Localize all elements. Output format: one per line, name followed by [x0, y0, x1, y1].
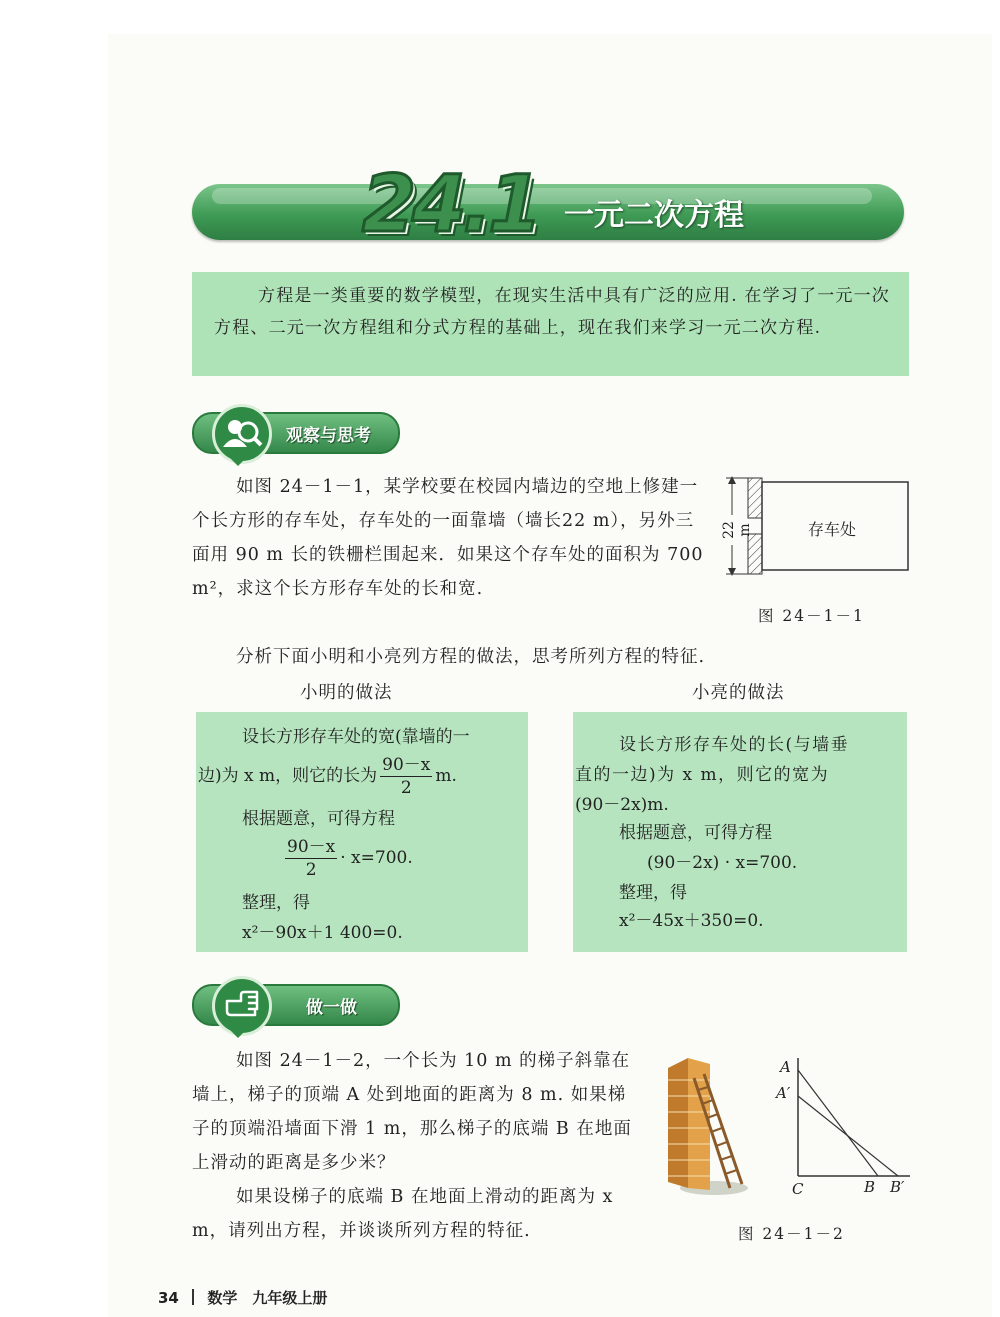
section-title: 一元二次方程 [564, 198, 744, 233]
wall-length-label: 22 m [721, 515, 741, 545]
figure1-caption: 图 24－1－1 [758, 607, 865, 625]
xiaoming-box [196, 712, 528, 952]
book-title: 数学 九年级上册 [207, 1289, 328, 1307]
xiaoliang-equation: (90－2x) · x=700. [647, 853, 798, 873]
brick-wall-ladder-illustration [660, 1050, 756, 1200]
xiaoming-line3: 根据题意，可得方程 [242, 809, 395, 829]
intro-text: 方程是一类重要的数学模型，在现实生活中具有广泛的应用. 在学习了一元一次方程、二元一次方程组和分式方程的基础上，现在我们来学习一元二次方程. [214, 286, 891, 338]
label-b-prime: B′ [890, 1178, 905, 1196]
hand-icon [212, 976, 272, 1036]
observe-label-pill [192, 412, 400, 454]
xiaoliang-box [573, 712, 907, 952]
magnifier-person-icon [212, 404, 272, 464]
xiaoliang-result: x²－45x＋350=0. [619, 911, 764, 931]
observe-instruction: 分析下面小明和小亮列方程的做法，思考所列方程的特征. [236, 647, 706, 667]
intro-box [192, 272, 909, 376]
footer [158, 1287, 327, 1308]
xiaoliang-line2: 直的一边)为 x m，则它的宽为 [575, 765, 830, 785]
figure-ladder-diagram [770, 1056, 920, 1186]
xiaoliang-heading: 小亮的做法 [692, 683, 785, 703]
fraction: $\frac{90-x}{2}$ [382, 755, 431, 798]
xiaoliang-line3: (90－2x)m. [575, 795, 669, 815]
label-a-prime: A′ [776, 1084, 791, 1102]
xiaoming-line2: 边)为 x m，则它的长为 $\frac{90-x}{2}$ m. [198, 755, 457, 798]
footer-divider [192, 1289, 194, 1305]
observe-instruction-block [192, 640, 912, 674]
section-banner [192, 184, 904, 240]
doit-paragraph1: 如图 24－1－2，一个长为 10 m 的梯子斜靠在墙上，梯子的顶端 A 处到地面的距离为 8 m. 如果梯子的顶端沿墙面下滑 1 m，那么梯子的底端 B 在地面上滑动的距离是多少米？ [192, 1051, 632, 1173]
xiaoming-line1: 设长方形存车处的宽(靠墙的一 [242, 727, 470, 747]
observe-problem-text: 如图 24－1－1，某学校要在校园内墙边的空地上修建一个长方形的存车处，存车处的一面靠墙（墙长22 m），另外三面用 90 m 长的铁栅栏围起来．如果这个存车处的面积为 700 m²，求这个长方形存车处的长和宽. [192, 477, 704, 599]
label-a: A [780, 1058, 791, 1076]
observe-label: 观察与思考 [286, 426, 371, 446]
doit-label: 做一做 [306, 998, 357, 1018]
xiaoming-equation: $\frac{90-x}{2}$ · x=700. [287, 837, 413, 880]
xiaoming-heading: 小明的做法 [300, 683, 393, 703]
doit-label-pill [192, 984, 400, 1026]
xiaoming-line5: 整理，得 [242, 893, 310, 913]
doit-text [192, 1044, 644, 1248]
figure2-caption: 图 24－1－2 [738, 1225, 845, 1243]
page-number: 34 [158, 1289, 179, 1307]
xiaoliang-line4: 根据题意，可得方程 [619, 823, 772, 843]
parking-area-label: 存车处 [808, 520, 857, 539]
label-b: B [864, 1178, 876, 1196]
label-c: C [792, 1180, 804, 1198]
xiaoliang-line1: 设长方形存车处的长(与墙垂 [619, 735, 850, 755]
xiaoming-result: x²－90x＋1 400=0. [242, 923, 403, 943]
xiaoliang-line6: 整理，得 [619, 883, 687, 903]
observe-problem [192, 470, 704, 606]
doit-paragraph2: 如果设梯子的底端 B 在地面上滑动的距离为 x m，请列出方程，并谈谈所列方程的特征. [192, 1187, 614, 1241]
section-number: 24.1 [362, 160, 539, 250]
